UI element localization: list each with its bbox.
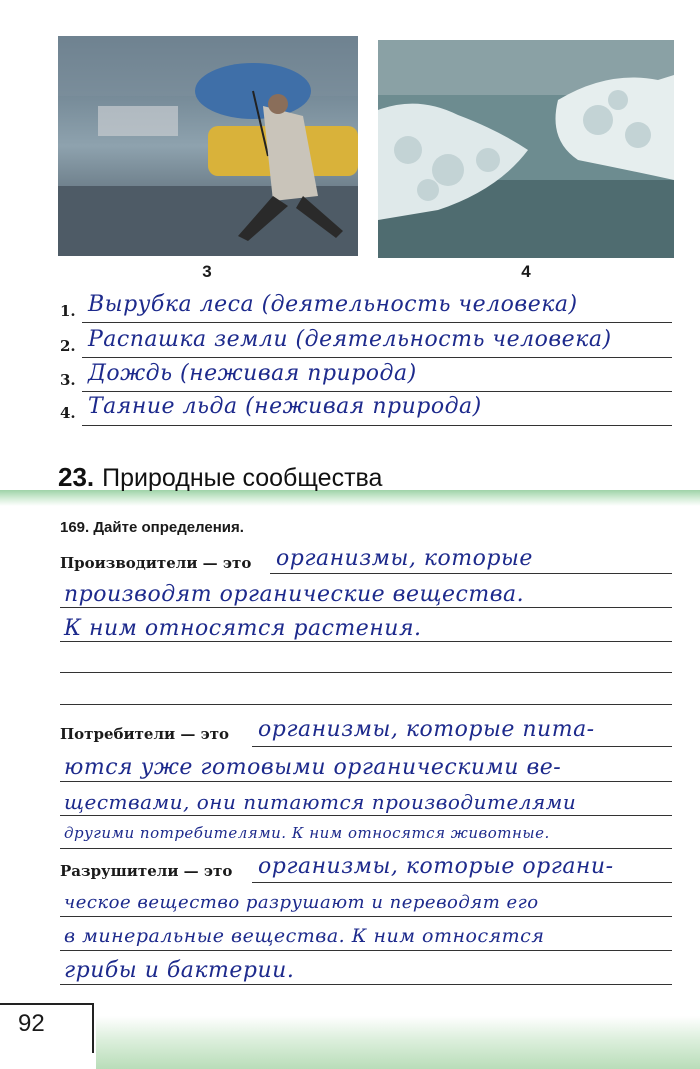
writing-line — [60, 984, 672, 985]
consumers-term: Потребители — это — [60, 725, 230, 743]
answer-text: Таяние льда (неживая природа) — [88, 394, 482, 419]
task-heading: 169. Дайте определения. — [60, 519, 244, 536]
answer-line — [82, 322, 672, 323]
writing-line — [60, 704, 672, 705]
answer-line — [82, 357, 672, 358]
section-title: Природные сообщества — [102, 464, 383, 492]
writing-line — [60, 641, 672, 642]
consumers-line-1: организмы, которые пита- — [258, 717, 595, 742]
answer-line — [82, 391, 672, 392]
writing-line — [60, 815, 672, 816]
answer-line — [82, 425, 672, 426]
consumers-line-2: ются уже готовыми органическими ве- — [64, 755, 562, 780]
producers-line-1: организмы, которые — [276, 546, 533, 571]
section-heading — [58, 462, 382, 493]
producers-line-3: К ним относятся растения. — [64, 616, 422, 641]
answer-text: Вырубка леса (деятельность человека) — [88, 292, 578, 317]
writing-line — [252, 746, 672, 747]
page-number-frame — [0, 1003, 94, 1053]
decomposers-line-2: ческое вещество разрушают и переводят его — [64, 892, 539, 913]
decomposers-line-1: организмы, которые органи- — [258, 854, 614, 879]
answer-text: Распашка земли (деятельность человека) — [88, 327, 612, 352]
producers-line-2: производят органические вещества. — [64, 582, 525, 607]
decomposers-line-3: в минеральные вещества. К ним относятся — [64, 925, 545, 947]
section-number: 23. — [58, 462, 95, 492]
consumers-line-3: ществами, они питаются производителями — [64, 790, 577, 814]
writing-line — [60, 848, 672, 849]
melting-ice-photo — [378, 40, 674, 258]
writing-line — [60, 607, 672, 608]
answer-number: 4. — [60, 404, 76, 422]
writing-line — [60, 950, 672, 951]
rain-umbrella-photo — [58, 36, 358, 256]
writing-line — [252, 882, 672, 883]
writing-line — [60, 672, 672, 673]
footer-band — [96, 1016, 700, 1069]
photo-label-4: 4 — [521, 262, 531, 281]
answer-number: 1. — [60, 302, 76, 320]
writing-line — [60, 916, 672, 917]
answer-number: 3. — [60, 371, 76, 389]
writing-line — [60, 781, 672, 782]
producers-term: Производители — это — [60, 554, 252, 572]
answer-text: Дождь (неживая природа) — [88, 361, 417, 386]
decomposers-term: Разрушители — это — [60, 862, 233, 880]
page-number: 92 — [18, 1010, 45, 1037]
answer-number: 2. — [60, 337, 76, 355]
photo-label-3: 3 — [202, 262, 212, 281]
consumers-line-4: другими потребителями. К ним относятся животные. — [64, 824, 550, 842]
decomposers-line-4: грибы и бактерии. — [64, 958, 295, 983]
writing-line — [270, 573, 672, 574]
